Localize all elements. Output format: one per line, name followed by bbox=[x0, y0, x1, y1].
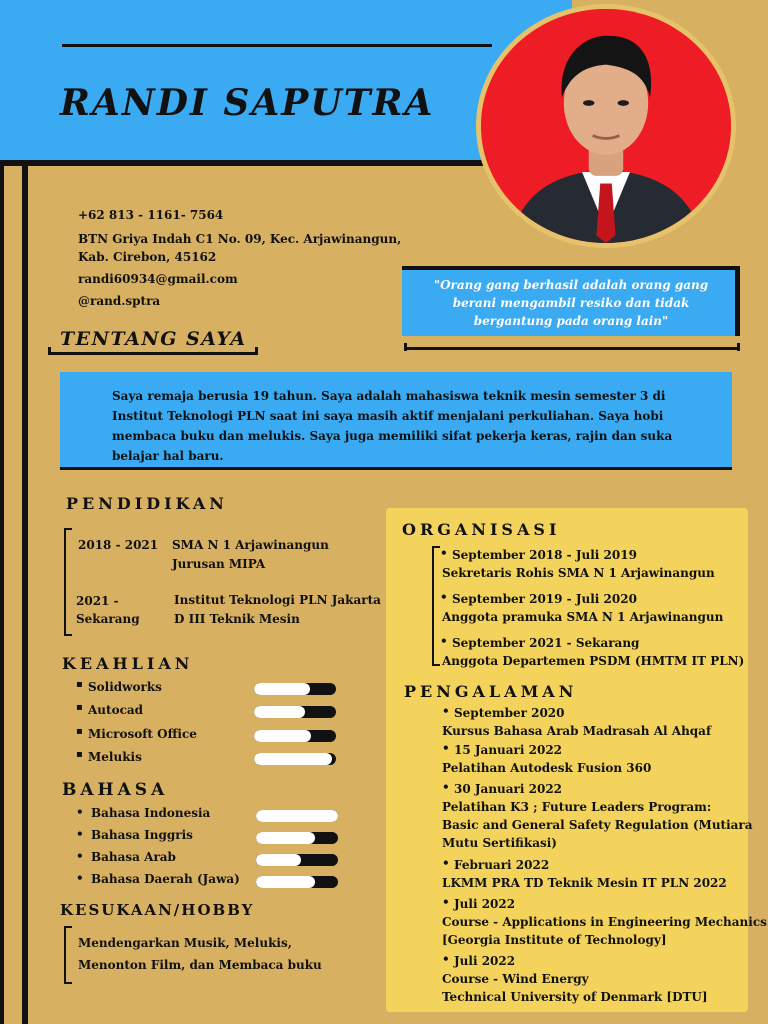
organization-role: Anggota pramuka SMA N 1 Arjawinangun bbox=[442, 610, 724, 624]
language-label: Bahasa Inggris bbox=[91, 828, 193, 842]
education-major: D III Teknik Mesin bbox=[174, 612, 300, 626]
experience-date: 30 Januari 2022 bbox=[454, 782, 563, 796]
experience-date: Juli 2022 bbox=[454, 897, 516, 911]
about-text: Saya remaja berusia 19 tahun. Saya adalah mahasiswa teknik mesin semester 3 di Institut Teknologi PLN saat ini saya masih aktif menjalani perkuliahan. Saya hobi membaca buku dan melukis. Saya juga memiliki sifat pekerja keras, rajin dan suka belajar hal baru. bbox=[60, 372, 732, 470]
experience-line: LKMM PRA TD Teknik Mesin IT PLN 2022 bbox=[442, 876, 727, 890]
bullet-icon: ▪ bbox=[76, 702, 83, 713]
about-title-rule-tick bbox=[48, 347, 51, 355]
bullet-icon: • bbox=[442, 952, 450, 966]
bullet-icon: • bbox=[440, 590, 448, 604]
bullet-icon: • bbox=[442, 704, 450, 718]
experience-line: Course - Applications in Engineering Mechanics bbox=[442, 915, 767, 929]
experience-title: PENGALAMAN bbox=[404, 682, 578, 701]
organization-period: September 2019 - Juli 2020 bbox=[452, 592, 637, 606]
experience-date: Juli 2022 bbox=[454, 954, 516, 968]
education-title: PENDIDIKAN bbox=[66, 494, 228, 513]
skill-level-fill bbox=[254, 706, 305, 718]
experience-line: [Georgia Institute of Technology] bbox=[442, 933, 667, 947]
bullet-icon: • bbox=[76, 805, 84, 819]
bullet-icon: • bbox=[76, 827, 84, 841]
bullet-icon: • bbox=[442, 741, 450, 755]
language-level-fill bbox=[256, 832, 315, 844]
skill-level-fill bbox=[254, 730, 311, 742]
quote-box: "Orang gang berhasil adalah orang gang berani mengambil resiko dan tidak bergantung pada orang lain" bbox=[402, 266, 740, 336]
language-level-fill bbox=[256, 854, 301, 866]
bullet-icon: • bbox=[442, 780, 450, 794]
about-title: TENTANG SAYA bbox=[60, 328, 247, 350]
contact-social[interactable]: @rand.sptra bbox=[78, 294, 161, 308]
language-label: Bahasa Indonesia bbox=[91, 806, 211, 820]
bullet-icon: • bbox=[76, 849, 84, 863]
left-border-line bbox=[0, 160, 4, 1024]
skill-level-bar bbox=[254, 706, 336, 718]
contact-phone: +62 813 - 1161- 7564 bbox=[78, 208, 224, 222]
education-major: Jurusan MIPA bbox=[172, 557, 266, 571]
language-level-bar bbox=[256, 832, 338, 844]
skill-label: Solidworks bbox=[88, 680, 162, 694]
experience-line: Mutu Sertifikasi) bbox=[442, 836, 557, 850]
about-title-rule bbox=[48, 352, 258, 355]
experience-line: Pelatihan K3 ; Future Leaders Program: bbox=[442, 800, 712, 814]
bullet-icon: • bbox=[440, 546, 448, 560]
organization-period: September 2018 - Juli 2019 bbox=[452, 548, 637, 562]
bullet-icon: ▪ bbox=[76, 726, 83, 737]
organization-bracket bbox=[432, 546, 438, 666]
skill-level-fill bbox=[254, 683, 310, 695]
left-accent-bar bbox=[22, 166, 28, 1024]
experience-date: 15 Januari 2022 bbox=[454, 743, 563, 757]
bullet-icon: ▪ bbox=[76, 679, 83, 690]
organization-role: Anggota Departemen PSDM (HMTM IT PLN) bbox=[442, 654, 745, 668]
person-name: RANDI SAPUTRA bbox=[60, 82, 435, 124]
education-school: Institut Teknologi PLN Jakarta bbox=[174, 593, 381, 607]
experience-line: Kursus Bahasa Arab Madrasah Al Ahqaf bbox=[442, 724, 712, 738]
skill-label: Autocad bbox=[88, 703, 144, 717]
bullet-icon: • bbox=[442, 856, 450, 870]
organization-title: ORGANISASI bbox=[402, 520, 561, 539]
bullet-icon: • bbox=[76, 871, 84, 885]
language-level-fill bbox=[256, 876, 315, 888]
about-title-rule-tick bbox=[255, 347, 258, 355]
person-portrait-icon bbox=[481, 9, 731, 243]
quote-shadow bbox=[735, 266, 740, 336]
bullet-icon: • bbox=[440, 634, 448, 648]
bullet-icon: ▪ bbox=[76, 749, 83, 760]
language-level-bar bbox=[256, 810, 338, 822]
language-level-fill bbox=[256, 810, 338, 822]
language-label: Bahasa Daerah (Jawa) bbox=[91, 872, 240, 886]
hobby-title: KESUKAAN/HOBBY bbox=[60, 901, 255, 919]
education-years: 2018 - 2021 bbox=[78, 538, 159, 552]
header-rule bbox=[62, 44, 492, 47]
contact-address: BTN Griya Indah C1 No. 09, Kec. Arjawinangun, Kab. Cirebon, 45162 bbox=[78, 232, 402, 264]
experience-date: Februari 2022 bbox=[454, 858, 550, 872]
quote-rule-tick bbox=[404, 343, 407, 351]
skills-title: KEAHLIAN bbox=[62, 654, 194, 673]
language-label: Bahasa Arab bbox=[91, 850, 176, 864]
education-years: 2021 - Sekarang bbox=[76, 594, 140, 626]
contact-email[interactable]: randi60934@gmail.com bbox=[78, 272, 238, 286]
skill-label: Microsoft Office bbox=[88, 727, 197, 741]
skill-level-bar bbox=[254, 683, 336, 695]
hobby-bracket bbox=[64, 926, 70, 984]
quote-rule-tick bbox=[737, 343, 740, 351]
hobby-line: Mendengarkan Musik, Melukis, bbox=[78, 936, 292, 950]
bullet-icon: • bbox=[442, 895, 450, 909]
languages-title: BAHASA bbox=[62, 780, 169, 800]
skill-label: Melukis bbox=[88, 750, 142, 764]
organization-role: Sekretaris Rohis SMA N 1 Arjawinangun bbox=[442, 566, 715, 580]
experience-line: Technical University of Denmark [DTU] bbox=[442, 990, 708, 1004]
quote-rule bbox=[404, 347, 740, 350]
hobby-line: Menonton Film, dan Membaca buku bbox=[78, 958, 322, 972]
experience-line: Course - Wind Energy bbox=[442, 972, 589, 986]
experience-line: Pelatihan Autodesk Fusion 360 bbox=[442, 761, 652, 775]
experience-line: Basic and General Safety Regulation (Mutiara bbox=[442, 818, 753, 832]
experience-date: September 2020 bbox=[454, 706, 565, 720]
skill-level-bar bbox=[254, 730, 336, 742]
profile-photo bbox=[476, 4, 736, 248]
skill-level-bar bbox=[254, 753, 336, 765]
organization-period: September 2021 - Sekarang bbox=[452, 636, 640, 650]
language-level-bar bbox=[256, 876, 338, 888]
education-bracket bbox=[64, 528, 70, 636]
education-school: SMA N 1 Arjawinangun bbox=[172, 538, 329, 552]
language-level-bar bbox=[256, 854, 338, 866]
skill-level-fill bbox=[254, 753, 332, 765]
